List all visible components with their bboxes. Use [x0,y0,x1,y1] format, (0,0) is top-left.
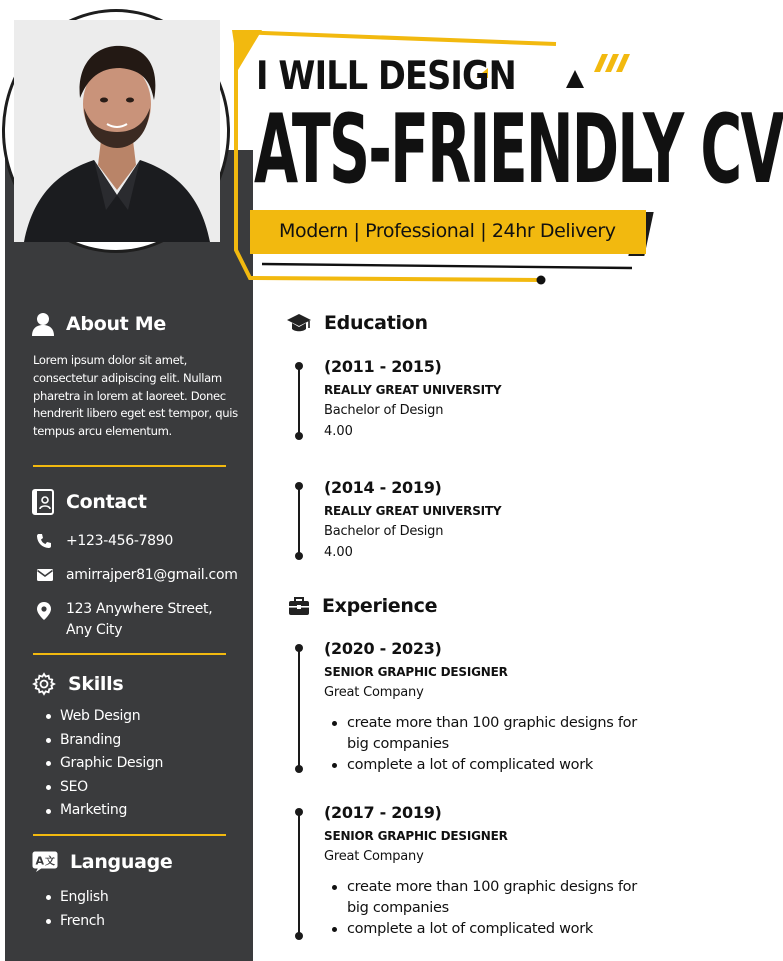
skills-title: Skills [68,673,124,695]
experience-bullets [332,877,654,940]
skill-item: Marketing [46,799,163,823]
svg-text:A: A [35,854,45,868]
tagline: Modern | Professional | 24hr Delivery [279,220,616,242]
user-icon [32,312,54,336]
email-icon [36,565,66,587]
education-school: REALLY GREAT UNIVERSITY [324,504,502,518]
education-gpa: 4.00 [324,424,353,439]
skills-list [46,705,163,823]
experience-bullet: create more than 100 graphic designs for big companies [332,713,654,755]
divider-skills [33,834,226,836]
skill-item: SEO [46,776,163,800]
graduation-cap-icon [286,312,312,334]
svg-text:文: 文 [45,856,55,868]
language-title: Language [70,851,173,873]
header-line-2: ATS-FRIENDLY CV [254,95,783,205]
briefcase-icon [288,596,310,616]
experience-company: Great Company [324,849,424,864]
about-text: Lorem ipsum dolor sit amet, consectetur adipiscing elit. Nullam pharetra in lorem at laoreet. Donec hendrerit libero eget est tempor, quis tempus arcu elementum. [33,353,238,439]
education-period: (2011 - 2015) [324,357,442,376]
skills-heading [32,672,123,696]
timeline-dot [295,362,303,370]
education-title: Education [324,312,428,334]
experience-heading [288,595,437,617]
education-degree: Bachelor of Design [324,403,444,418]
contact-email[interactable]: amirrajper81@gmail.com [66,567,238,583]
gear-icon [32,672,56,696]
education-heading [286,312,428,334]
experience-period: (2020 - 2023) [324,639,442,658]
contact-address-row [36,599,236,641]
education-gpa: 4.00 [324,545,353,560]
experience-company: Great Company [324,685,424,700]
location-icon [36,599,66,625]
experience-bullet: create more than 100 graphic designs for big companies [332,877,654,919]
education-school: REALLY GREAT UNIVERSITY [324,383,502,397]
experience-role: SENIOR GRAPHIC DESIGNER [324,665,508,679]
education-degree: Bachelor of Design [324,524,444,539]
timeline-education-1 [298,366,300,436]
skill-item: Web Design [46,705,163,729]
education-entry [324,478,654,561]
contact-phone-row [36,531,236,553]
divider-contact [33,653,226,655]
language-heading [32,851,173,873]
timeline-experience-1 [298,648,300,770]
timeline-education-2 [298,486,300,556]
about-heading [32,312,166,336]
divider-about [33,465,226,467]
timeline-dot [295,808,303,816]
skill-item: Graphic Design [46,752,163,776]
timeline-dot [295,432,303,440]
experience-entry [324,803,654,940]
contact-address: 123 Anywhere Street, Any City [66,601,213,638]
contact-heading [32,489,147,515]
experience-bullet: complete a lot of complicated work [332,919,654,940]
timeline-dot [295,482,303,490]
phone-icon [36,531,66,553]
contact-email-row [36,565,236,587]
contact-title: Contact [66,491,147,513]
experience-title: Experience [322,595,438,617]
contact-card-icon [32,489,54,515]
contact-phone[interactable]: +123-456-7890 [66,533,174,549]
timeline-dot [295,552,303,560]
about-title: About Me [66,313,166,335]
experience-bullets [332,713,654,776]
language-item: English [46,886,108,910]
education-period: (2014 - 2019) [324,478,442,497]
translate-icon [32,851,58,873]
header-line-1: I WILL DESIGN [256,54,516,99]
experience-entry [324,639,654,776]
skill-item: Branding [46,729,163,753]
timeline-dot [295,932,303,940]
experience-period: (2017 - 2019) [324,803,442,822]
timeline-dot [295,765,303,773]
language-item: French [46,910,108,934]
timeline-experience-2 [298,812,300,936]
language-list [46,886,108,933]
education-entry [324,357,654,440]
timeline-dot [295,644,303,652]
experience-bullet: complete a lot of complicated work [332,755,654,776]
experience-role: SENIOR GRAPHIC DESIGNER [324,829,508,843]
